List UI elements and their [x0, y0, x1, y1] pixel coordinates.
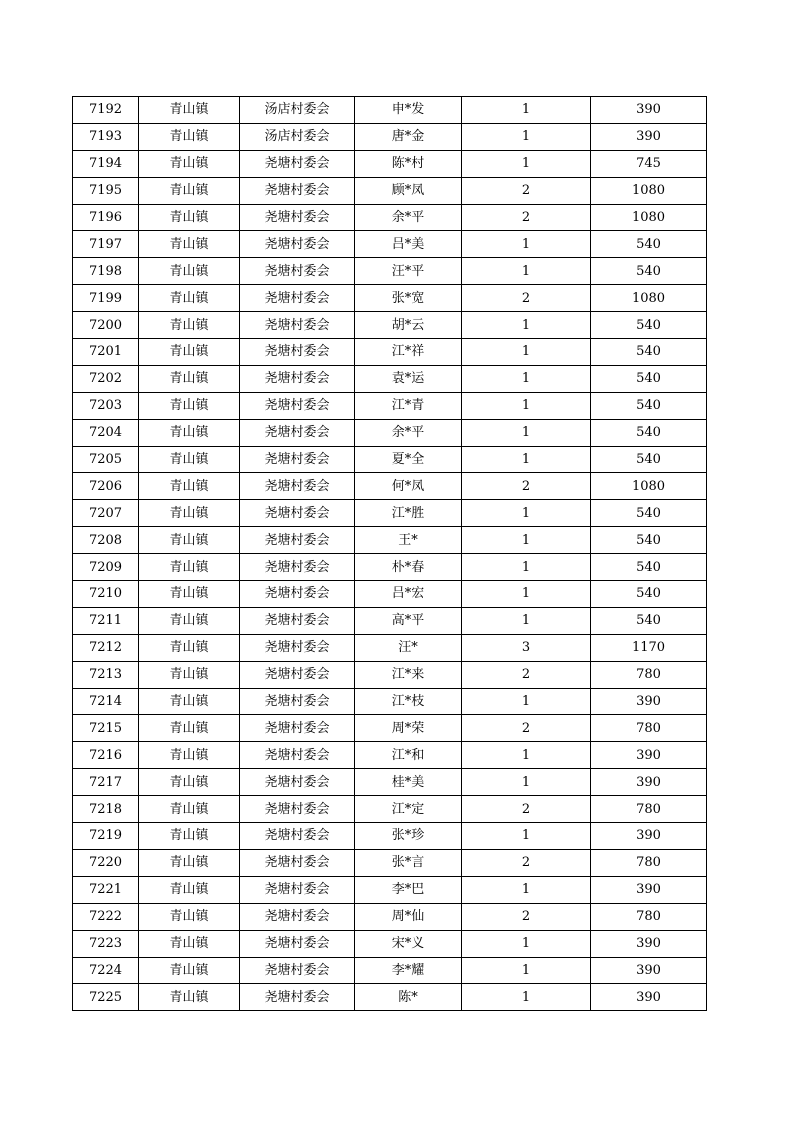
amount-cell: 390: [591, 957, 707, 984]
household-count-cell: 1: [462, 581, 591, 608]
serial-number-cell: 7205: [73, 446, 139, 473]
amount-cell: 540: [591, 527, 707, 554]
amount-cell: 780: [591, 715, 707, 742]
person-name-cell: 汪*平: [355, 258, 462, 285]
household-count-cell: 2: [462, 177, 591, 204]
village-committee-cell: 尧塘村委会: [240, 285, 355, 312]
amount-cell: 540: [591, 392, 707, 419]
town-cell: 青山镇: [139, 527, 240, 554]
household-count-cell: 1: [462, 97, 591, 124]
town-cell: 青山镇: [139, 984, 240, 1011]
amount-cell: 540: [591, 419, 707, 446]
serial-number-cell: 7199: [73, 285, 139, 312]
village-committee-cell: 尧塘村委会: [240, 554, 355, 581]
person-name-cell: 宋*义: [355, 930, 462, 957]
household-count-cell: 1: [462, 930, 591, 957]
table-row: [73, 258, 707, 285]
person-name-cell: 吕*宏: [355, 581, 462, 608]
town-cell: 青山镇: [139, 634, 240, 661]
amount-cell: 540: [591, 258, 707, 285]
household-count-cell: 1: [462, 957, 591, 984]
town-cell: 青山镇: [139, 742, 240, 769]
table-row: [73, 392, 707, 419]
amount-cell: 540: [591, 231, 707, 258]
village-committee-cell: 尧塘村委会: [240, 150, 355, 177]
village-committee-cell: 尧塘村委会: [240, 258, 355, 285]
amount-cell: 1080: [591, 285, 707, 312]
serial-number-cell: 7223: [73, 930, 139, 957]
table-row: [73, 312, 707, 339]
amount-cell: 390: [591, 742, 707, 769]
household-count-cell: 1: [462, 769, 591, 796]
table-row: [73, 500, 707, 527]
serial-number-cell: 7202: [73, 365, 139, 392]
person-name-cell: 余*平: [355, 419, 462, 446]
person-name-cell: 陈*村: [355, 150, 462, 177]
village-committee-cell: 尧塘村委会: [240, 688, 355, 715]
village-committee-cell: 尧塘村委会: [240, 634, 355, 661]
table-body: [73, 97, 707, 1011]
village-committee-cell: 尧塘村委会: [240, 876, 355, 903]
person-name-cell: 唐*金: [355, 123, 462, 150]
household-count-cell: 1: [462, 876, 591, 903]
household-count-cell: 2: [462, 661, 591, 688]
town-cell: 青山镇: [139, 285, 240, 312]
town-cell: 青山镇: [139, 581, 240, 608]
village-committee-cell: 尧塘村委会: [240, 930, 355, 957]
town-cell: 青山镇: [139, 392, 240, 419]
person-name-cell: 江*祥: [355, 339, 462, 366]
town-cell: 青山镇: [139, 957, 240, 984]
household-count-cell: 1: [462, 527, 591, 554]
table-row: [73, 285, 707, 312]
village-committee-cell: 尧塘村委会: [240, 473, 355, 500]
amount-cell: 780: [591, 849, 707, 876]
serial-number-cell: 7222: [73, 903, 139, 930]
table-row: [73, 527, 707, 554]
amount-cell: 390: [591, 984, 707, 1011]
serial-number-cell: 7194: [73, 150, 139, 177]
amount-cell: 1080: [591, 473, 707, 500]
table-row: [73, 823, 707, 850]
village-committee-cell: 尧塘村委会: [240, 204, 355, 231]
household-count-cell: 1: [462, 339, 591, 366]
person-name-cell: 夏*全: [355, 446, 462, 473]
village-committee-cell: 尧塘村委会: [240, 849, 355, 876]
table-row: [73, 769, 707, 796]
table-row: [73, 365, 707, 392]
town-cell: 青山镇: [139, 446, 240, 473]
serial-number-cell: 7209: [73, 554, 139, 581]
village-committee-cell: 尧塘村委会: [240, 231, 355, 258]
serial-number-cell: 7198: [73, 258, 139, 285]
serial-number-cell: 7215: [73, 715, 139, 742]
household-count-cell: 2: [462, 849, 591, 876]
table-row: [73, 204, 707, 231]
village-committee-cell: 尧塘村委会: [240, 500, 355, 527]
person-name-cell: 申*发: [355, 97, 462, 124]
town-cell: 青山镇: [139, 500, 240, 527]
household-count-cell: 3: [462, 634, 591, 661]
amount-cell: 780: [591, 903, 707, 930]
person-name-cell: 汪*: [355, 634, 462, 661]
person-name-cell: 张*宽: [355, 285, 462, 312]
household-count-cell: 1: [462, 312, 591, 339]
town-cell: 青山镇: [139, 123, 240, 150]
table-row: [73, 581, 707, 608]
serial-number-cell: 7192: [73, 97, 139, 124]
household-count-cell: 1: [462, 365, 591, 392]
town-cell: 青山镇: [139, 473, 240, 500]
table-row: [73, 607, 707, 634]
amount-cell: 1080: [591, 177, 707, 204]
serial-number-cell: 7219: [73, 823, 139, 850]
table-row: [73, 634, 707, 661]
town-cell: 青山镇: [139, 769, 240, 796]
household-count-cell: 1: [462, 688, 591, 715]
person-name-cell: 顾*凤: [355, 177, 462, 204]
household-count-cell: 1: [462, 258, 591, 285]
person-name-cell: 周*仙: [355, 903, 462, 930]
table-row: [73, 796, 707, 823]
town-cell: 青山镇: [139, 796, 240, 823]
household-count-cell: 2: [462, 204, 591, 231]
amount-cell: 540: [591, 607, 707, 634]
person-name-cell: 袁*运: [355, 365, 462, 392]
serial-number-cell: 7200: [73, 312, 139, 339]
village-committee-cell: 尧塘村委会: [240, 984, 355, 1011]
village-committee-cell: 尧塘村委会: [240, 823, 355, 850]
amount-cell: 540: [591, 446, 707, 473]
village-committee-cell: 尧塘村委会: [240, 957, 355, 984]
household-count-cell: 1: [462, 500, 591, 527]
serial-number-cell: 7220: [73, 849, 139, 876]
amount-cell: 390: [591, 688, 707, 715]
serial-number-cell: 7221: [73, 876, 139, 903]
town-cell: 青山镇: [139, 715, 240, 742]
village-committee-cell: 尧塘村委会: [240, 527, 355, 554]
town-cell: 青山镇: [139, 231, 240, 258]
table-row: [73, 876, 707, 903]
town-cell: 青山镇: [139, 97, 240, 124]
person-name-cell: 张*珍: [355, 823, 462, 850]
household-count-cell: 1: [462, 607, 591, 634]
village-committee-cell: 尧塘村委会: [240, 365, 355, 392]
table-row: [73, 742, 707, 769]
town-cell: 青山镇: [139, 688, 240, 715]
person-name-cell: 朴*春: [355, 554, 462, 581]
person-name-cell: 李*耀: [355, 957, 462, 984]
person-name-cell: 江*和: [355, 742, 462, 769]
village-committee-cell: 尧塘村委会: [240, 581, 355, 608]
amount-cell: 540: [591, 554, 707, 581]
table-row: [73, 446, 707, 473]
village-committee-cell: 尧塘村委会: [240, 769, 355, 796]
serial-number-cell: 7213: [73, 661, 139, 688]
serial-number-cell: 7203: [73, 392, 139, 419]
serial-number-cell: 7211: [73, 607, 139, 634]
village-committee-cell: 尧塘村委会: [240, 312, 355, 339]
amount-cell: 390: [591, 876, 707, 903]
town-cell: 青山镇: [139, 258, 240, 285]
village-committee-cell: 汤店村委会: [240, 123, 355, 150]
table-row: [73, 903, 707, 930]
village-committee-cell: 尧塘村委会: [240, 392, 355, 419]
town-cell: 青山镇: [139, 312, 240, 339]
village-committee-cell: 尧塘村委会: [240, 419, 355, 446]
town-cell: 青山镇: [139, 823, 240, 850]
town-cell: 青山镇: [139, 876, 240, 903]
household-count-cell: 2: [462, 796, 591, 823]
amount-cell: 1170: [591, 634, 707, 661]
person-name-cell: 余*平: [355, 204, 462, 231]
serial-number-cell: 7212: [73, 634, 139, 661]
town-cell: 青山镇: [139, 150, 240, 177]
serial-number-cell: 7197: [73, 231, 139, 258]
village-committee-cell: 尧塘村委会: [240, 661, 355, 688]
amount-cell: 540: [591, 339, 707, 366]
household-count-cell: 1: [462, 392, 591, 419]
household-count-cell: 1: [462, 984, 591, 1011]
table-row: [73, 661, 707, 688]
village-committee-cell: 尧塘村委会: [240, 742, 355, 769]
town-cell: 青山镇: [139, 339, 240, 366]
household-count-cell: 1: [462, 123, 591, 150]
amount-cell: 390: [591, 930, 707, 957]
household-count-cell: 1: [462, 419, 591, 446]
household-count-cell: 2: [462, 285, 591, 312]
serial-number-cell: 7208: [73, 527, 139, 554]
table-row: [73, 554, 707, 581]
amount-cell: 390: [591, 823, 707, 850]
town-cell: 青山镇: [139, 419, 240, 446]
person-name-cell: 江*定: [355, 796, 462, 823]
serial-number-cell: 7207: [73, 500, 139, 527]
person-name-cell: 江*枝: [355, 688, 462, 715]
village-committee-cell: 汤店村委会: [240, 97, 355, 124]
town-cell: 青山镇: [139, 930, 240, 957]
person-name-cell: 高*平: [355, 607, 462, 634]
amount-cell: 540: [591, 500, 707, 527]
serial-number-cell: 7196: [73, 204, 139, 231]
household-count-cell: 2: [462, 715, 591, 742]
household-count-cell: 1: [462, 823, 591, 850]
table-row: [73, 123, 707, 150]
amount-cell: 540: [591, 365, 707, 392]
person-name-cell: 陈*: [355, 984, 462, 1011]
town-cell: 青山镇: [139, 849, 240, 876]
village-committee-cell: 尧塘村委会: [240, 903, 355, 930]
table-row: [73, 231, 707, 258]
table-row: [73, 473, 707, 500]
table-row: [73, 957, 707, 984]
village-committee-cell: 尧塘村委会: [240, 177, 355, 204]
table-row: [73, 715, 707, 742]
village-committee-cell: 尧塘村委会: [240, 715, 355, 742]
town-cell: 青山镇: [139, 177, 240, 204]
person-name-cell: 桂*美: [355, 769, 462, 796]
person-name-cell: 王*: [355, 527, 462, 554]
person-name-cell: 吕*美: [355, 231, 462, 258]
village-committee-cell: 尧塘村委会: [240, 607, 355, 634]
person-name-cell: 李*巴: [355, 876, 462, 903]
amount-cell: 1080: [591, 204, 707, 231]
table-row: [73, 177, 707, 204]
serial-number-cell: 7224: [73, 957, 139, 984]
table-row: [73, 339, 707, 366]
town-cell: 青山镇: [139, 903, 240, 930]
amount-cell: 745: [591, 150, 707, 177]
person-name-cell: 江*来: [355, 661, 462, 688]
serial-number-cell: 7214: [73, 688, 139, 715]
amount-cell: 390: [591, 97, 707, 124]
village-committee-cell: 尧塘村委会: [240, 446, 355, 473]
household-count-cell: 1: [462, 150, 591, 177]
town-cell: 青山镇: [139, 661, 240, 688]
person-name-cell: 周*荣: [355, 715, 462, 742]
household-count-cell: 1: [462, 231, 591, 258]
table-row: [73, 419, 707, 446]
amount-cell: 780: [591, 661, 707, 688]
town-cell: 青山镇: [139, 365, 240, 392]
table-row: [73, 984, 707, 1011]
serial-number-cell: 7217: [73, 769, 139, 796]
person-name-cell: 江*青: [355, 392, 462, 419]
person-name-cell: 何*凤: [355, 473, 462, 500]
amount-cell: 540: [591, 581, 707, 608]
serial-number-cell: 7216: [73, 742, 139, 769]
person-name-cell: 胡*云: [355, 312, 462, 339]
serial-number-cell: 7201: [73, 339, 139, 366]
serial-number-cell: 7195: [73, 177, 139, 204]
amount-cell: 780: [591, 796, 707, 823]
serial-number-cell: 7204: [73, 419, 139, 446]
person-name-cell: 张*言: [355, 849, 462, 876]
table-row: [73, 688, 707, 715]
serial-number-cell: 7206: [73, 473, 139, 500]
table-row: [73, 97, 707, 124]
amount-cell: 390: [591, 769, 707, 796]
serial-number-cell: 7225: [73, 984, 139, 1011]
household-count-cell: 2: [462, 473, 591, 500]
serial-number-cell: 7218: [73, 796, 139, 823]
table-row: [73, 849, 707, 876]
household-count-cell: 1: [462, 446, 591, 473]
town-cell: 青山镇: [139, 204, 240, 231]
village-committee-cell: 尧塘村委会: [240, 339, 355, 366]
serial-number-cell: 7210: [73, 581, 139, 608]
beneficiary-table: [72, 96, 707, 1011]
table-row: [73, 930, 707, 957]
serial-number-cell: 7193: [73, 123, 139, 150]
village-committee-cell: 尧塘村委会: [240, 796, 355, 823]
household-count-cell: 1: [462, 742, 591, 769]
town-cell: 青山镇: [139, 607, 240, 634]
town-cell: 青山镇: [139, 554, 240, 581]
amount-cell: 540: [591, 312, 707, 339]
person-name-cell: 江*胜: [355, 500, 462, 527]
household-count-cell: 2: [462, 903, 591, 930]
amount-cell: 390: [591, 123, 707, 150]
table-row: [73, 150, 707, 177]
household-count-cell: 1: [462, 554, 591, 581]
